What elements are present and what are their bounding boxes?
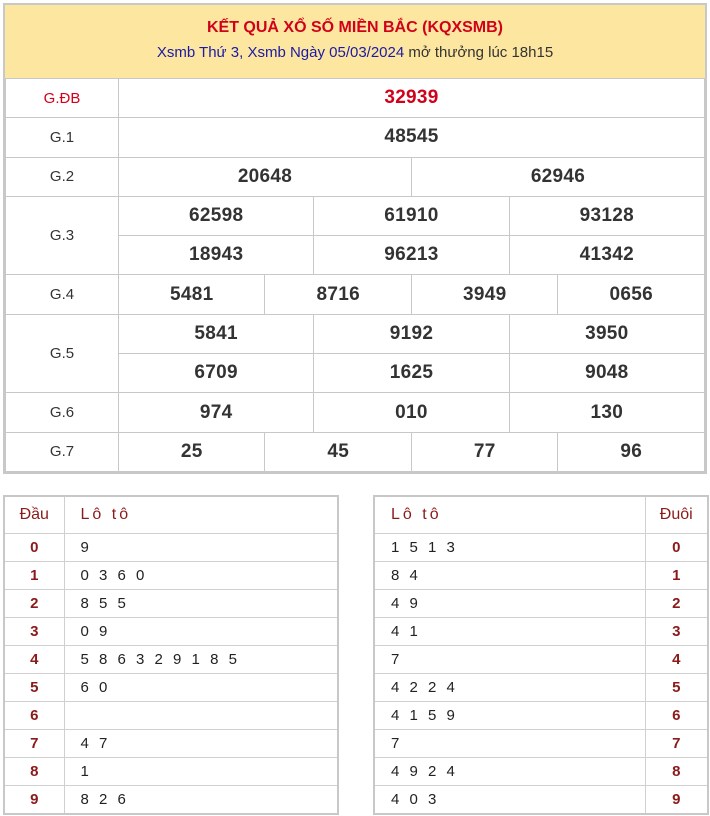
dau-digit: 6 [5,701,64,729]
loto-values: 1 [64,757,337,785]
prize-number: 9048 [509,354,704,393]
loto-values: 4 9 [375,589,645,617]
prize-label: G.3 [6,196,119,275]
prize-label: G.4 [6,275,119,314]
prize-number: 974 [119,393,314,432]
prize-label: G.1 [6,118,119,157]
loto-values: 9 [64,533,337,561]
results-header [5,5,705,78]
duoi-digit: 1 [645,561,707,589]
loto-duoi-row [375,561,707,589]
prize-number: 62598 [119,196,314,235]
duoi-digit: 6 [645,701,707,729]
prize-number: 9192 [314,314,509,353]
subtitle-time: mở thưởng lúc 18h15 [404,44,554,61]
prize-number: 20648 [119,157,412,196]
loto-duoi-row [375,757,707,785]
prize-label: G.6 [6,393,119,432]
loto-values: 0 9 [64,617,337,645]
results-subtitle [5,44,705,61]
duoi-digit: 3 [645,617,707,645]
prize-table [5,78,705,472]
dau-digit: 5 [5,673,64,701]
loto-duoi-row [375,645,707,673]
prize-number: 62946 [411,157,704,196]
prize-number: 32939 [119,79,705,118]
loto-values: 4 1 5 9 [375,701,645,729]
prize-number: 61910 [314,196,509,235]
loto-header: Lô tô [375,497,645,533]
loto-dau-row [5,729,337,757]
prize-number: 5841 [119,314,314,353]
loto-values: 4 0 3 [391,790,440,808]
loto-dau-row [5,785,337,813]
loto-dau-table [5,497,337,813]
loto-dau-header [5,497,337,533]
dau-digit: 9 [5,785,64,813]
prize-row [6,79,705,118]
prize-number: 45 [265,432,411,471]
loto-dau-row [5,673,337,701]
loto-duoi-row [375,673,707,701]
loto-values: 4 9 2 4 [375,757,645,785]
prize-number: 0656 [558,275,705,314]
dau-digit: 7 [5,729,64,757]
prize-row [6,275,705,314]
loto-values: 8 5 5 [64,589,337,617]
loto-values [64,701,337,729]
duoi-header: Đuôi [645,497,707,533]
loto-dau-row [5,701,337,729]
loto-values: 1 5 1 3 [375,533,645,561]
dau-header: Đầu [5,497,64,533]
dau-digit: 4 [5,645,64,673]
prize-row [6,118,705,157]
duoi-digit: 2 [645,589,707,617]
loto-duoi-header [375,497,707,533]
loto-dau-row [5,589,337,617]
prize-number: 77 [411,432,557,471]
prize-number: 3949 [411,275,557,314]
loto-duoi-row [375,589,707,617]
prize-number: 96 [558,432,705,471]
duoi-digit: 9 [645,785,707,813]
loto-duoi-row [375,729,707,757]
loto-header: Lô tô [64,497,337,533]
prize-number: 5481 [119,275,265,314]
duoi-digit: 8 [645,757,707,785]
prize-number: 41342 [509,236,704,275]
dau-digit: 3 [5,617,64,645]
prize-number: 93128 [509,196,704,235]
prize-number: 130 [509,393,704,432]
duoi-digit: 0 [645,533,707,561]
loto-duoi-panel [373,495,709,815]
loto-duoi-table [375,497,707,813]
duoi-digit: 7 [645,729,707,757]
prize-label: G.ĐB [6,79,119,118]
loto-dau-panel [3,495,339,815]
prize-number: 1625 [314,354,509,393]
dau-digit: 1 [5,561,64,589]
duoi-digit: 4 [645,645,707,673]
loto-duoi-row [375,785,707,813]
loto-values: 5 8 6 3 2 9 1 8 5 [64,645,337,673]
results-title: KẾT QUẢ XỔ SỐ MIỀN BẮC (KQXSMB) [206,19,503,36]
prize-number: 3950 [509,314,704,353]
loto-values: 4 1 [375,617,645,645]
dau-digit: 8 [5,757,64,785]
prize-number: 6709 [119,354,314,393]
dau-digit: 2 [5,589,64,617]
loto-dau-row [5,561,337,589]
loto-dau-row [5,645,337,673]
prize-row [6,314,705,353]
prize-label: G.5 [6,314,119,393]
loto-values: 7 [375,645,645,673]
loto-duoi-row [375,701,707,729]
loto-dau-row [5,757,337,785]
loto-duoi-row [375,533,707,561]
loto-dau-row [5,533,337,561]
prize-number: 8716 [265,275,411,314]
loto-duoi-row [375,617,707,645]
loto-values: 8 4 [375,561,645,589]
prize-number: 18943 [119,236,314,275]
prize-number: 010 [314,393,509,432]
prize-number: 48545 [119,118,705,157]
results-panel [3,3,707,474]
loto-values: 4 7 [64,729,337,757]
loto-dau-row [5,617,337,645]
loto-values: 4 2 2 4 [375,673,645,701]
subtitle-date-link[interactable]: Xsmb Thứ 3, Xsmb Ngày 05/03/2024 [156,44,405,61]
prize-row [6,432,705,471]
loto-values: 7 [375,729,645,757]
prize-number: 96213 [314,236,509,275]
loto-values: 6 0 [64,673,337,701]
dau-digit: 0 [5,533,64,561]
prize-row [6,157,705,196]
prize-number: 25 [119,432,265,471]
loto-values: 0 3 6 0 [64,561,337,589]
prize-label: G.2 [6,157,119,196]
duoi-digit: 5 [645,673,707,701]
prize-row [6,196,705,235]
prize-row [6,393,705,432]
prize-label: G.7 [6,432,119,471]
loto-values: 8 2 6 [80,790,129,808]
